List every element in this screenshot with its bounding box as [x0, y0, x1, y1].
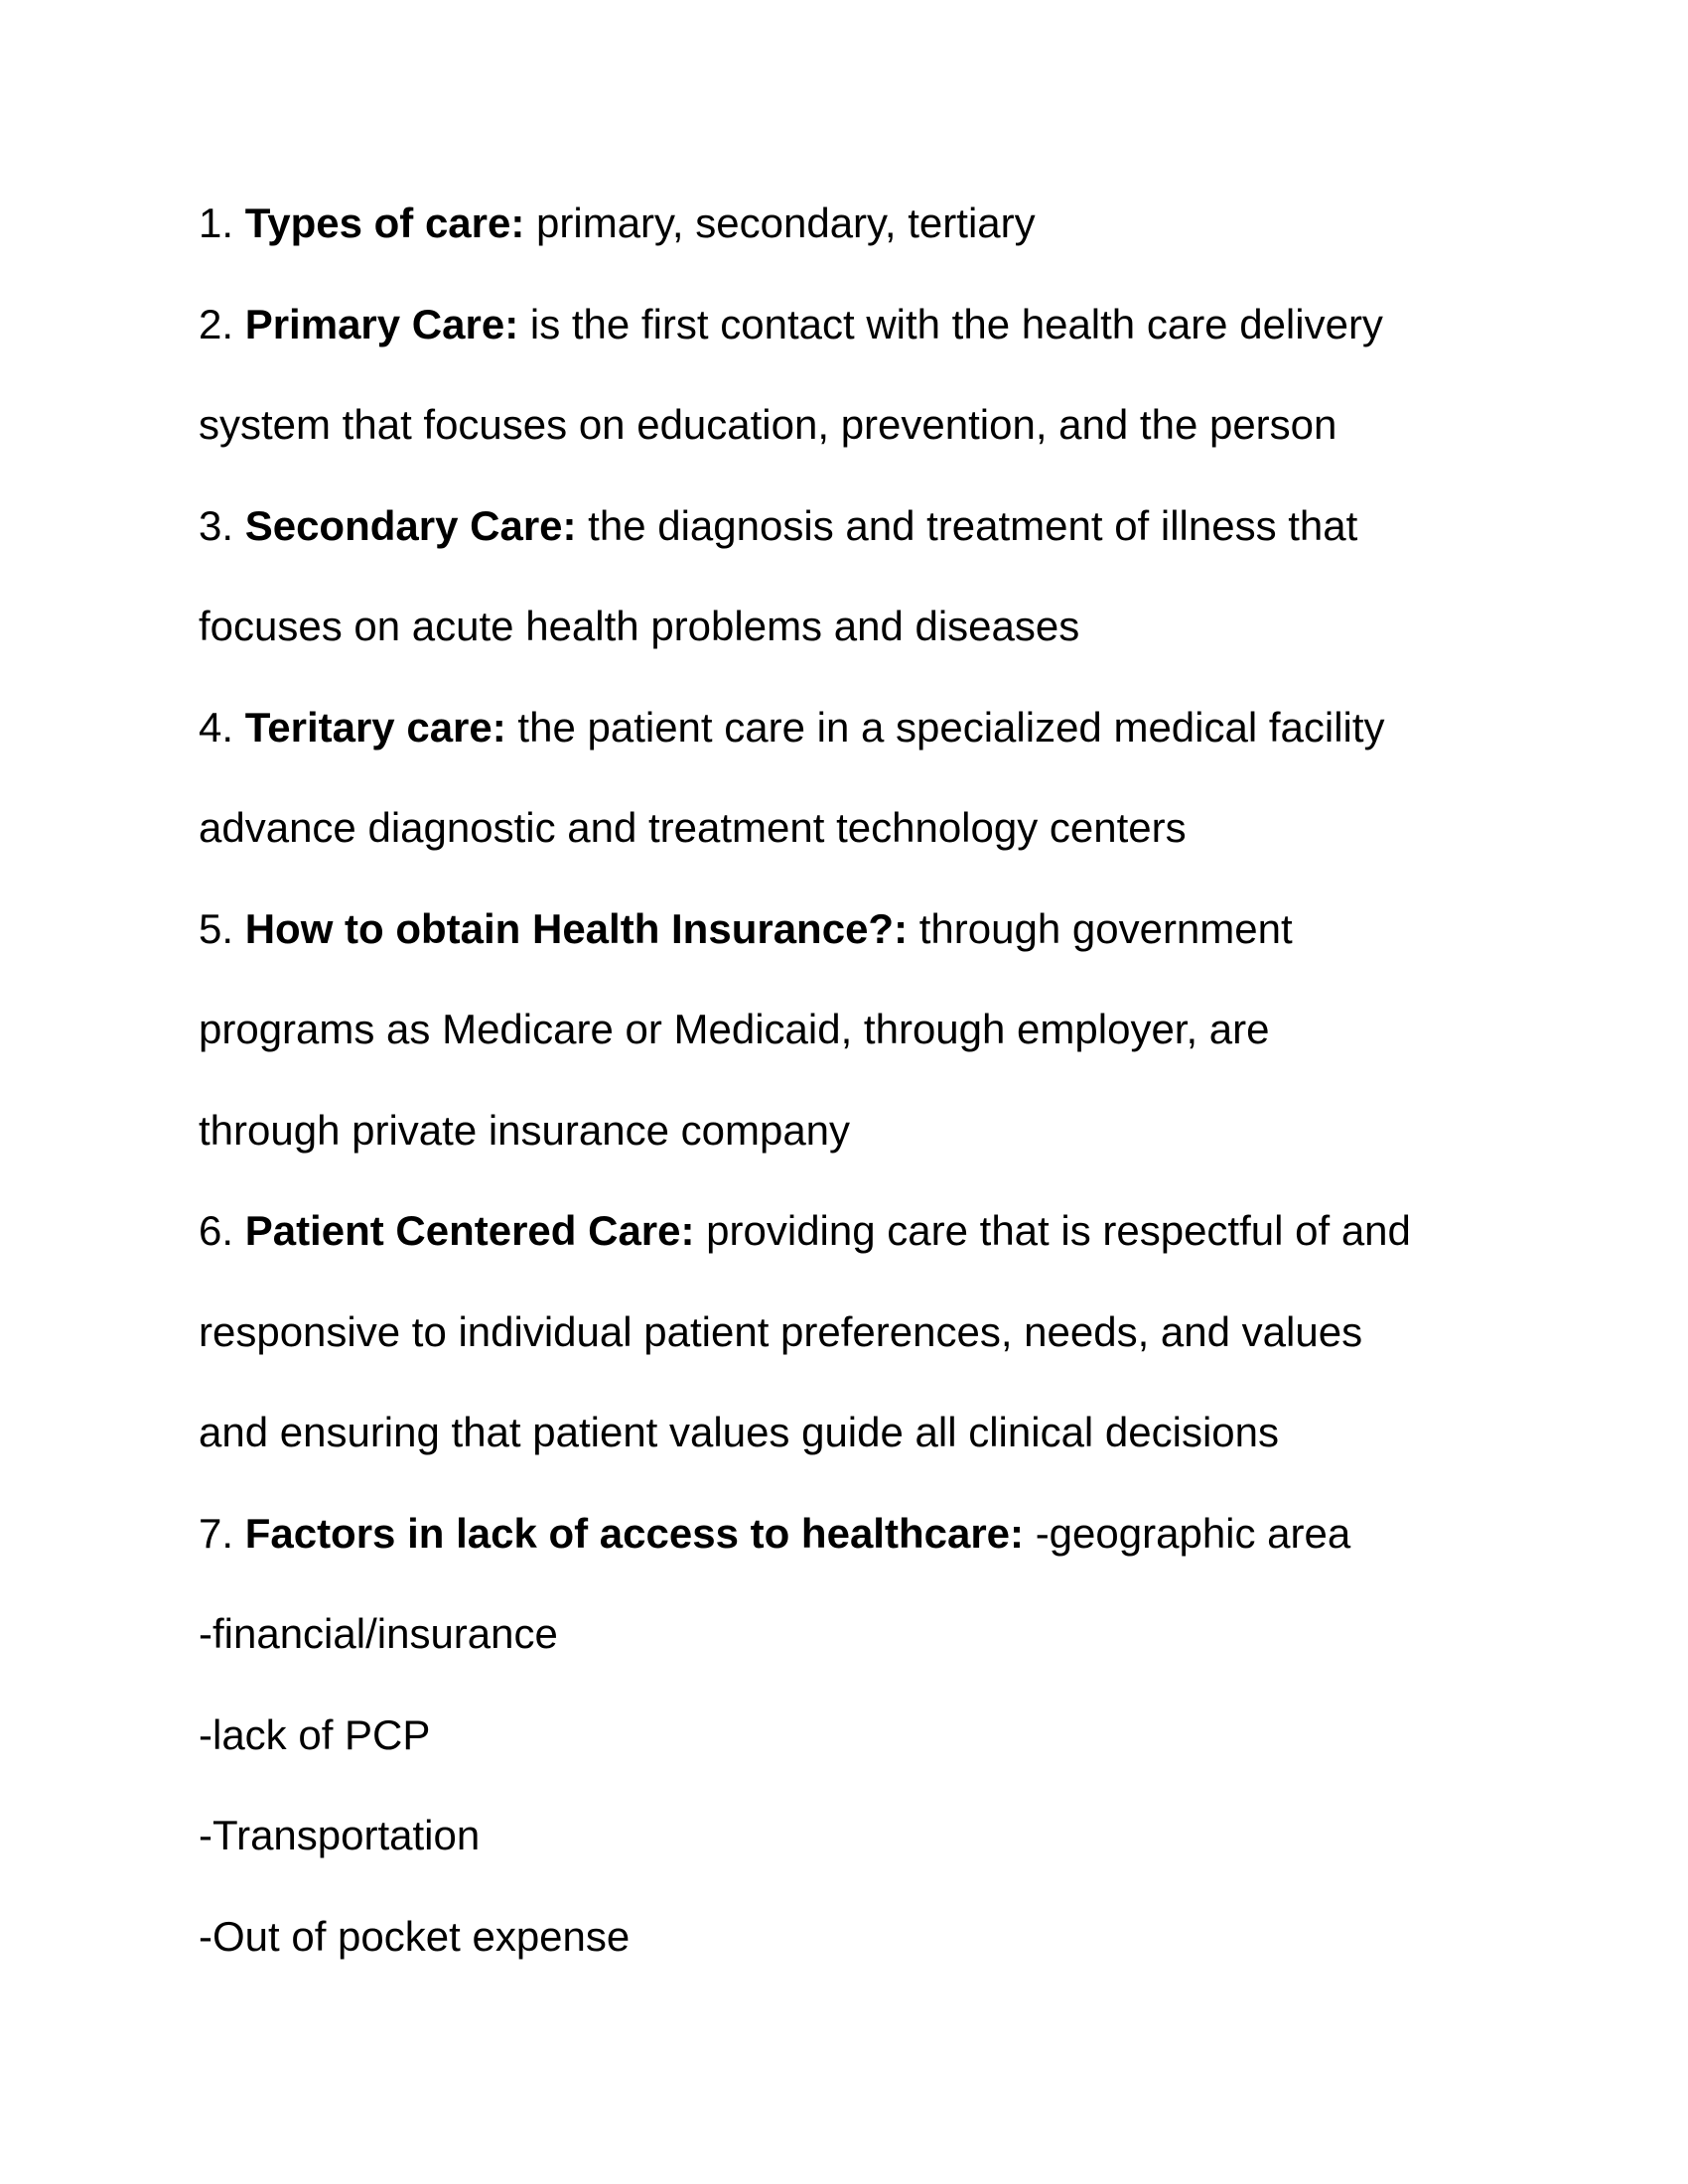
item-4-continuation	[199, 798, 1509, 858]
item-7-continuation	[199, 1706, 1509, 1765]
item-number: 4.	[199, 704, 234, 751]
item-term: Patient Centered Care:	[244, 1207, 695, 1254]
item-text: -lack of PCP	[199, 1711, 431, 1758]
item-text: -geographic area	[1024, 1510, 1351, 1557]
item-text: primary, secondary, tertiary	[524, 200, 1036, 246]
item-2-continuation	[199, 395, 1509, 455]
item-3-line	[199, 496, 1509, 556]
item-text: -financial/insurance	[199, 1610, 558, 1657]
item-text: is the first contact with the health care delivery	[518, 301, 1383, 347]
item-6-continuation	[199, 1302, 1509, 1362]
item-number: 6.	[199, 1207, 234, 1254]
item-5-line	[199, 899, 1509, 959]
item-text: focuses on acute health problems and diseases	[199, 603, 1080, 649]
item-6-line	[199, 1201, 1509, 1261]
item-7-line	[199, 1504, 1509, 1564]
item-1-line	[199, 194, 1509, 253]
item-number: 3.	[199, 502, 234, 549]
item-text: system that focuses on education, prevention, and the person	[199, 401, 1337, 448]
item-text: the diagnosis and treatment of illness that	[576, 502, 1358, 549]
item-number: 2.	[199, 301, 234, 347]
item-number: 1.	[199, 200, 234, 246]
item-text: -Out of pocket expense	[199, 1913, 631, 1960]
item-7-continuation	[199, 1806, 1509, 1865]
item-5-continuation	[199, 1000, 1509, 1059]
item-text: through private insurance company	[199, 1107, 851, 1154]
item-5-continuation	[199, 1101, 1509, 1160]
item-4-line	[199, 698, 1509, 757]
item-term: Types of care:	[244, 200, 525, 246]
item-3-continuation	[199, 597, 1509, 656]
item-term: Factors in lack of access to healthcare:	[244, 1510, 1025, 1557]
item-number: 5.	[199, 905, 234, 952]
item-term: Teritary care:	[244, 704, 506, 751]
item-text: advance diagnostic and treatment technology centers	[199, 804, 1187, 851]
item-7-continuation	[199, 1907, 1509, 1967]
item-text: programs as Medicare or Medicaid, through employer, are	[199, 1006, 1270, 1052]
item-text: and ensuring that patient values guide all clinical decisions	[199, 1409, 1280, 1455]
item-6-continuation	[199, 1403, 1509, 1462]
item-term: Secondary Care:	[244, 502, 577, 549]
item-text: responsive to individual patient preferences, needs, and values	[199, 1308, 1363, 1355]
item-term: Primary Care:	[244, 301, 519, 347]
item-text: providing care that is respectful of and	[694, 1207, 1411, 1254]
item-7-continuation	[199, 1604, 1509, 1664]
item-text: the patient care in a specialized medical facility	[505, 704, 1385, 751]
item-term: How to obtain Health Insurance?:	[244, 905, 909, 952]
item-text: -Transportation	[199, 1812, 481, 1858]
item-number: 7.	[199, 1510, 234, 1557]
item-2-line	[199, 295, 1509, 354]
item-text: through government	[908, 905, 1293, 952]
